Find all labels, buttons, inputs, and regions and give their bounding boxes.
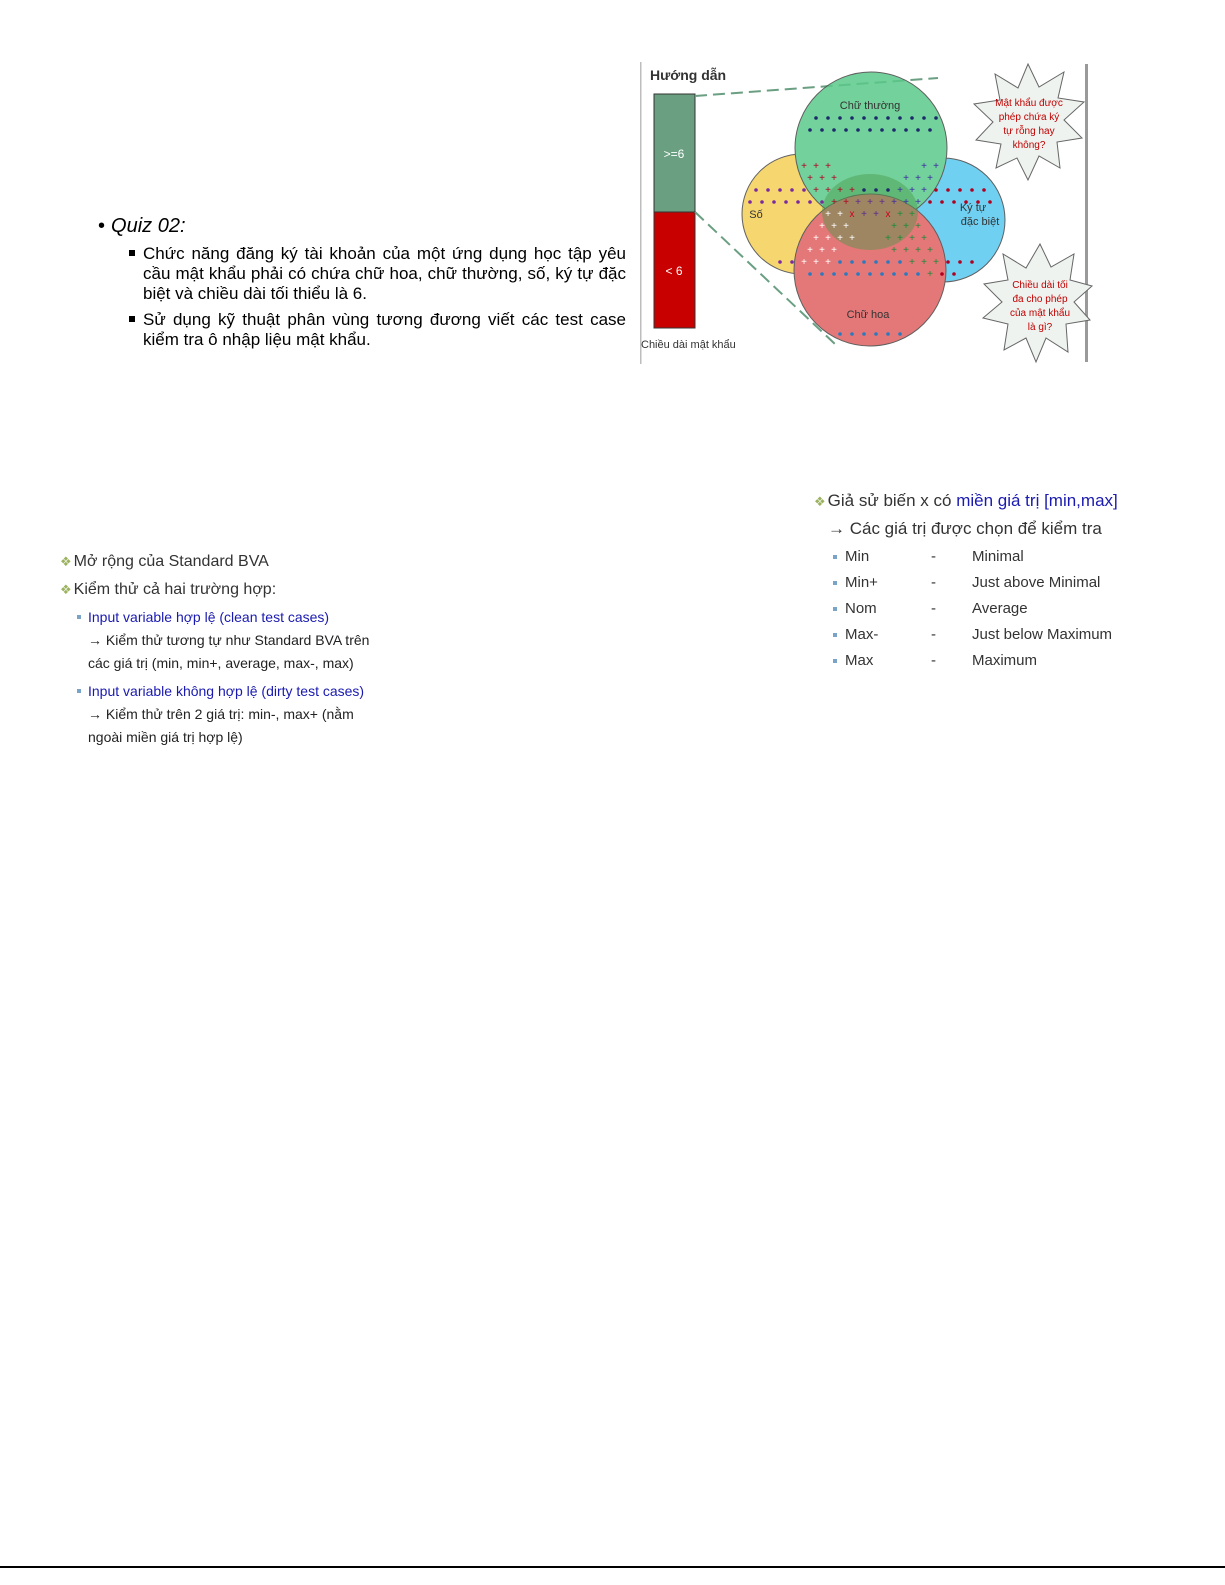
venn-dot: [970, 188, 974, 192]
venn-dot: [862, 332, 866, 336]
venn-dot: [892, 272, 896, 276]
square-bullet-icon: [833, 633, 837, 637]
venn-symbol: +: [915, 245, 921, 256]
venn-symbol: +: [909, 185, 915, 196]
venn-dot: [946, 188, 950, 192]
length-bar-valid-label: >=6: [663, 147, 685, 161]
venn-dot: [820, 128, 824, 132]
venn-dot: [850, 260, 854, 264]
venn-symbol: +: [879, 197, 885, 208]
question-top-line: phép chứa ký: [998, 112, 1060, 123]
venn-symbol: x: [885, 209, 891, 220]
venn-dot: [832, 272, 836, 276]
question-bottom-line: của mật khẩu: [1009, 308, 1071, 319]
bva-line-extension: ❖ Mở rộng của Standard BVA: [60, 553, 269, 570]
venn-symbol: +: [825, 185, 831, 196]
venn-symbol: +: [897, 233, 903, 244]
venn-symbol: +: [813, 185, 819, 196]
venn-dot: [940, 272, 944, 276]
venn-dot: [802, 188, 806, 192]
venn-symbol: +: [831, 173, 837, 184]
venn-symbol: +: [825, 209, 831, 220]
diamond-bullet-icon: ❖: [814, 494, 826, 509]
venn-dot: [958, 188, 962, 192]
venn-dot: [898, 116, 902, 120]
venn-dot: [862, 116, 866, 120]
bva-invalid-label: Input variable không hợp lệ (dirty test cases): [88, 683, 420, 699]
test-value-row: Min - Minimal: [814, 548, 1194, 574]
venn-symbol: +: [903, 173, 909, 184]
venn-dot: [988, 200, 992, 204]
venn-symbol: +: [837, 209, 843, 220]
bva-invalid-desc: → Kiểm thử trên 2 giá trị: min-, max+ (nằm ngoài miền giá trị hợp lệ): [88, 706, 354, 745]
venn-dot: [754, 188, 758, 192]
venn-dot: [808, 272, 812, 276]
venn-symbol: +: [807, 245, 813, 256]
square-bullet-icon: [77, 689, 81, 693]
bva-valid-desc: → Kiểm thử tương tự như Standard BVA trên các giá trị (min, min+, average, max-, max): [88, 632, 370, 671]
square-bullet-icon: [833, 555, 837, 559]
venn-symbol: +: [825, 257, 831, 268]
venn-dot: [886, 116, 890, 120]
quiz-item: Sử dụng kỹ thuật phân vùng tương đương viết các test case kiểm tra ô nhập liệu mật khẩu.: [143, 310, 626, 350]
venn-symbol: +: [807, 173, 813, 184]
square-bullet-icon: [77, 615, 81, 619]
venn-dot: [748, 200, 752, 204]
venn-dot: [868, 272, 872, 276]
venn-symbol: +: [909, 209, 915, 220]
venn-symbol: +: [891, 197, 897, 208]
venn-symbol: +: [927, 173, 933, 184]
diamond-bullet-icon: ❖: [60, 554, 72, 569]
venn-dot: [844, 128, 848, 132]
length-bar-caption: Chiều dài mật khẩu: [641, 339, 736, 351]
test-value-row: Nom - Average: [814, 600, 1194, 626]
quiz-list: [98, 244, 626, 350]
venn-dot: [856, 128, 860, 132]
venn-symbol: +: [897, 209, 903, 220]
venn-symbol: +: [819, 245, 825, 256]
venn-symbol: +: [927, 245, 933, 256]
venn-symbol: +: [843, 197, 849, 208]
venn-symbol: +: [831, 197, 837, 208]
venn-dot: [778, 260, 782, 264]
venn-dot: [772, 200, 776, 204]
venn-symbol: +: [861, 209, 867, 220]
quiz-title-text: Quiz 02:: [111, 215, 186, 237]
venn-symbol: +: [843, 221, 849, 232]
venn-dot: [820, 272, 824, 276]
venn-dot: [808, 128, 812, 132]
square-bullet-icon: [129, 316, 135, 322]
venn-dot: [952, 272, 956, 276]
venn-dot: [928, 128, 932, 132]
venn-symbol: +: [837, 233, 843, 244]
test-value-row: Max - Maximum: [814, 652, 1194, 678]
venn-dot: [868, 128, 872, 132]
venn-dot: [820, 200, 824, 204]
quiz-item: Chức năng đăng ký tài khoản của một ứng dụng học tập yêu cầu mật khẩu phải có chứa chữ hoa, chữ thường, số, ký tự đặc biệt và chiều dài tối thiểu là 6.: [143, 244, 626, 304]
question-top-line: tự rỗng hay: [1003, 126, 1055, 137]
test-values-block: [814, 491, 1194, 678]
venn-symbol: +: [915, 197, 921, 208]
venn-dot: [910, 116, 914, 120]
length-bar-invalid-label: < 6: [665, 264, 683, 278]
venn-dot: [952, 200, 956, 204]
venn-symbol: +: [813, 257, 819, 268]
venn-dot: [886, 260, 890, 264]
domain-highlight: miền giá trị [min,max]: [956, 491, 1118, 510]
venn-dot: [766, 188, 770, 192]
page-bottom-rule: [0, 1566, 1225, 1568]
square-bullet-icon: [833, 607, 837, 611]
venn-dot: [874, 188, 878, 192]
venn-dot: [880, 272, 884, 276]
square-bullet-icon: [833, 581, 837, 585]
password-partition-diagram: [640, 62, 1095, 364]
venn-symbol: +: [921, 257, 927, 268]
venn-dot: [934, 188, 938, 192]
venn-symbol: +: [801, 257, 807, 268]
venn-dot: [808, 200, 812, 204]
venn-dot: [832, 128, 836, 132]
venn-symbol: +: [903, 197, 909, 208]
venn-dot: [886, 188, 890, 192]
venn-dot: [982, 188, 986, 192]
quiz-bullet: •: [98, 215, 106, 237]
venn-symbol: +: [831, 221, 837, 232]
test-value-row: Min+ - Just above Minimal: [814, 574, 1194, 600]
venn-dot: [880, 128, 884, 132]
venn-dot: [826, 116, 830, 120]
venn-dot: [850, 116, 854, 120]
label-uppercase: Chữ hoa: [846, 309, 890, 321]
venn-symbol: +: [885, 233, 891, 244]
quiz-block: [98, 215, 626, 356]
venn-dot: [784, 200, 788, 204]
question-bottom-line: đa cho phép: [1012, 294, 1068, 305]
diagram-title: Hướng dẫn: [650, 67, 727, 83]
test-value-row: Max- - Just below Maximum: [814, 626, 1194, 652]
venn-symbol: +: [825, 233, 831, 244]
venn-symbol: +: [915, 221, 921, 232]
venn-dot: [922, 116, 926, 120]
venn-symbol: +: [891, 245, 897, 256]
venn-dot: [946, 260, 950, 264]
venn-dot: [790, 188, 794, 192]
test-values-heading: ❖ Giả sử biến x có miền giá trị [min,max]: [814, 491, 1118, 510]
venn-dot: [850, 332, 854, 336]
venn-dot: [904, 272, 908, 276]
label-lowercase: Chữ thường: [839, 100, 901, 112]
venn-dot: [928, 200, 932, 204]
venn-dot: [940, 200, 944, 204]
venn-symbol: +: [813, 233, 819, 244]
venn-dot: [796, 200, 800, 204]
venn-symbol: x: [849, 209, 855, 220]
venn-dot: [874, 260, 878, 264]
venn-dot: [778, 188, 782, 192]
venn-dot: [838, 260, 842, 264]
venn-dot: [844, 272, 848, 276]
question-top-line: Mật khẩu được: [995, 98, 1063, 109]
venn-symbol: +: [849, 233, 855, 244]
venn-symbol: +: [813, 161, 819, 172]
venn-symbol: +: [903, 245, 909, 256]
venn-symbol: +: [909, 257, 915, 268]
diagram-left-border: [640, 62, 642, 364]
venn-symbol: +: [921, 161, 927, 172]
venn-dot: [970, 260, 974, 264]
venn-symbol: +: [933, 161, 939, 172]
bva-valid-label: Input variable hợp lệ (clean test cases): [88, 609, 420, 625]
venn-dot: [886, 332, 890, 336]
venn-symbol: +: [855, 197, 861, 208]
venn-diagram-svg: [640, 62, 1095, 364]
square-bullet-icon: [129, 250, 135, 256]
venn-dot: [862, 260, 866, 264]
venn-dot: [916, 272, 920, 276]
quiz-title: [98, 215, 626, 238]
bva-line-both-cases: ❖ Kiểm thử cả hai trường hợp:: [60, 581, 277, 598]
label-special-2: đặc biệt: [960, 216, 1000, 228]
venn-dot: [856, 272, 860, 276]
venn-dot: [904, 128, 908, 132]
label-special-1: Ký tự: [959, 202, 987, 214]
venn-dot: [898, 332, 902, 336]
venn-dot: [874, 116, 878, 120]
venn-dot: [790, 260, 794, 264]
square-bullet-icon: [833, 659, 837, 663]
venn-symbol: +: [921, 185, 927, 196]
venn-dot: [958, 260, 962, 264]
venn-dot: [892, 128, 896, 132]
venn-dot: [898, 260, 902, 264]
venn-symbol: +: [927, 269, 933, 280]
venn-symbol: +: [933, 257, 939, 268]
label-number: Số: [749, 209, 763, 221]
venn-dot: [916, 128, 920, 132]
venn-dot: [874, 332, 878, 336]
venn-symbol: +: [867, 197, 873, 208]
test-values-subheading: → Các giá trị được chọn để kiểm tra: [828, 519, 1102, 538]
venn-symbol: +: [897, 185, 903, 196]
venn-symbol: +: [915, 173, 921, 184]
robust-bva-block: [60, 553, 420, 749]
venn-symbol: +: [819, 173, 825, 184]
question-bottom-line: là gì?: [1027, 322, 1053, 333]
venn-symbol: +: [891, 221, 897, 232]
question-top-line: không?: [1012, 140, 1046, 151]
diamond-bullet-icon: ❖: [60, 582, 72, 597]
venn-symbol: +: [831, 245, 837, 256]
venn-dot: [862, 188, 866, 192]
venn-dot: [838, 332, 842, 336]
venn-symbol: +: [873, 209, 879, 220]
venn-symbol: +: [849, 185, 855, 196]
question-bottom-line: Chiều dài tối: [1012, 280, 1068, 291]
venn-symbol: +: [903, 221, 909, 232]
venn-dot: [838, 116, 842, 120]
venn-symbol: +: [921, 233, 927, 244]
venn-dot: [934, 116, 938, 120]
venn-dot: [814, 116, 818, 120]
venn-symbol: +: [909, 233, 915, 244]
venn-symbol: +: [837, 185, 843, 196]
venn-symbol: +: [801, 161, 807, 172]
venn-symbol: +: [819, 221, 825, 232]
venn-dot: [760, 200, 764, 204]
venn-symbol: +: [825, 161, 831, 172]
